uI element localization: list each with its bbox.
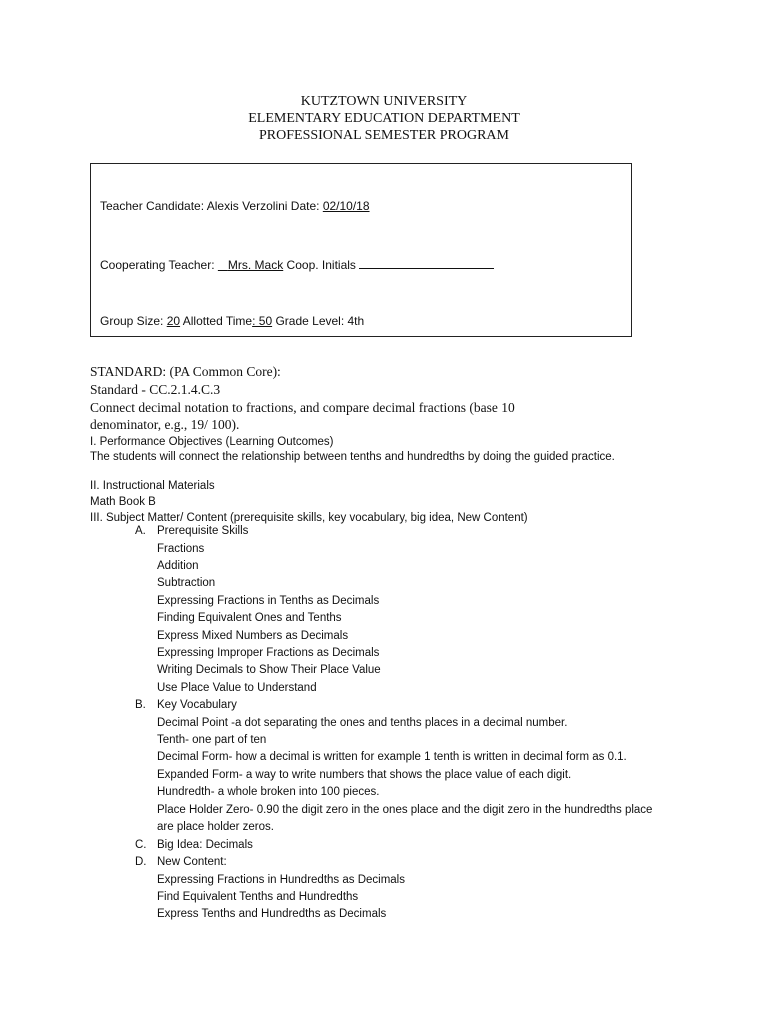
group-line: Group Size: 20 Allotted Time: 50 Grade Level: 4th: [100, 314, 365, 328]
list-item: Use Place Value to Understand: [157, 682, 317, 694]
list-item: Addition: [157, 560, 199, 572]
list-item: Express Mixed Numbers as Decimals: [157, 630, 349, 642]
materials-heading: II. Instructional Materials: [90, 480, 215, 492]
standard-heading: STANDARD: (PA Common Core):: [90, 364, 281, 379]
list-item: Finding Equivalent Ones and Tenths: [157, 612, 342, 624]
subject-heading: III. Subject Matter/ Content (prerequisite skills, key vocabulary, big idea, New Content): [90, 512, 528, 524]
group-size-value: 20: [166, 314, 181, 328]
list-item: Find Equivalent Tenths and Hundredths: [157, 891, 359, 903]
big-idea: Big Idea: Decimals: [157, 839, 253, 851]
program-name: PROFESSIONAL SEMESTER PROGRAM: [259, 128, 509, 143]
standard-code: Standard - CC.2.1.4.C.3: [90, 382, 221, 397]
document-header: [0, 93, 768, 144]
list-item: are place holder zeros.: [157, 821, 274, 833]
list-label-b: B.: [135, 699, 146, 711]
list-item: Fractions: [157, 543, 205, 555]
objectives-heading: I. Performance Objectives (Learning Outcomes): [90, 436, 334, 448]
list-item: Decimal Form- how a decimal is written for example 1 tenth is written in decimal form as 0.1.: [157, 751, 627, 763]
standard-description-cont: denominator, e.g., 19/ 100).: [90, 417, 240, 432]
list-item: Subtraction: [157, 577, 216, 589]
list-item: Expressing Fractions in Tenths as Decimals: [157, 595, 380, 607]
list-item: Place Holder Zero- 0.90 the digit zero in the ones place and the digit zero in the hundredths place: [157, 804, 653, 816]
list-item: Expanded Form- a way to write numbers that shows the place value of each digit.: [157, 769, 572, 781]
list-label-c: C.: [135, 839, 147, 851]
materials-text: Math Book B: [90, 496, 156, 508]
list-item: Tenth- one part of ten: [157, 734, 267, 746]
department-name: ELEMENTARY EDUCATION DEPARTMENT: [248, 111, 520, 126]
list-item: Writing Decimals to Show Their Place Value: [157, 664, 381, 676]
grade-level: Grade Level: 4th: [272, 314, 365, 328]
prerequisite-skills-title: Prerequisite Skills: [157, 525, 249, 537]
list-item: Expressing Improper Fractions as Decimals: [157, 647, 380, 659]
new-content-title: New Content:: [157, 856, 227, 868]
candidate-line: Teacher Candidate: Alexis Verzolini Date: 02/10/18: [100, 199, 370, 213]
candidate-name: Alexis Verzolini: [206, 199, 288, 213]
key-vocabulary-title: Key Vocabulary: [157, 699, 237, 711]
cooperating-teacher-name: Mrs. Mack: [227, 258, 284, 272]
list-item: Decimal Point -a dot separating the ones and tenths places in a decimal number.: [157, 717, 568, 729]
list-label-a: A.: [135, 525, 146, 537]
lesson-date: 02/10/18: [322, 199, 370, 213]
objectives-text: The students will connect the relationship between tenths and hundredths by doing the guided practice.: [90, 451, 615, 463]
cooperating-teacher-line: Cooperating Teacher: Mrs. Mack Coop. Initials: [100, 257, 494, 272]
list-item: Expressing Fractions in Hundredths as Decimals: [157, 874, 405, 886]
list-item: Express Tenths and Hundredths as Decimals: [157, 908, 387, 920]
allotted-time-value: : 50: [252, 314, 273, 328]
candidate-info-box: [90, 163, 632, 337]
list-label-d: D.: [135, 856, 147, 868]
standard-description: Connect decimal notation to fractions, and compare decimal fractions (base 10: [90, 400, 515, 415]
list-item: Hundredth- a whole broken into 100 pieces.: [157, 786, 380, 798]
coop-initials-blank: [359, 257, 494, 269]
university-name: KUTZTOWN UNIVERSITY: [300, 94, 468, 109]
